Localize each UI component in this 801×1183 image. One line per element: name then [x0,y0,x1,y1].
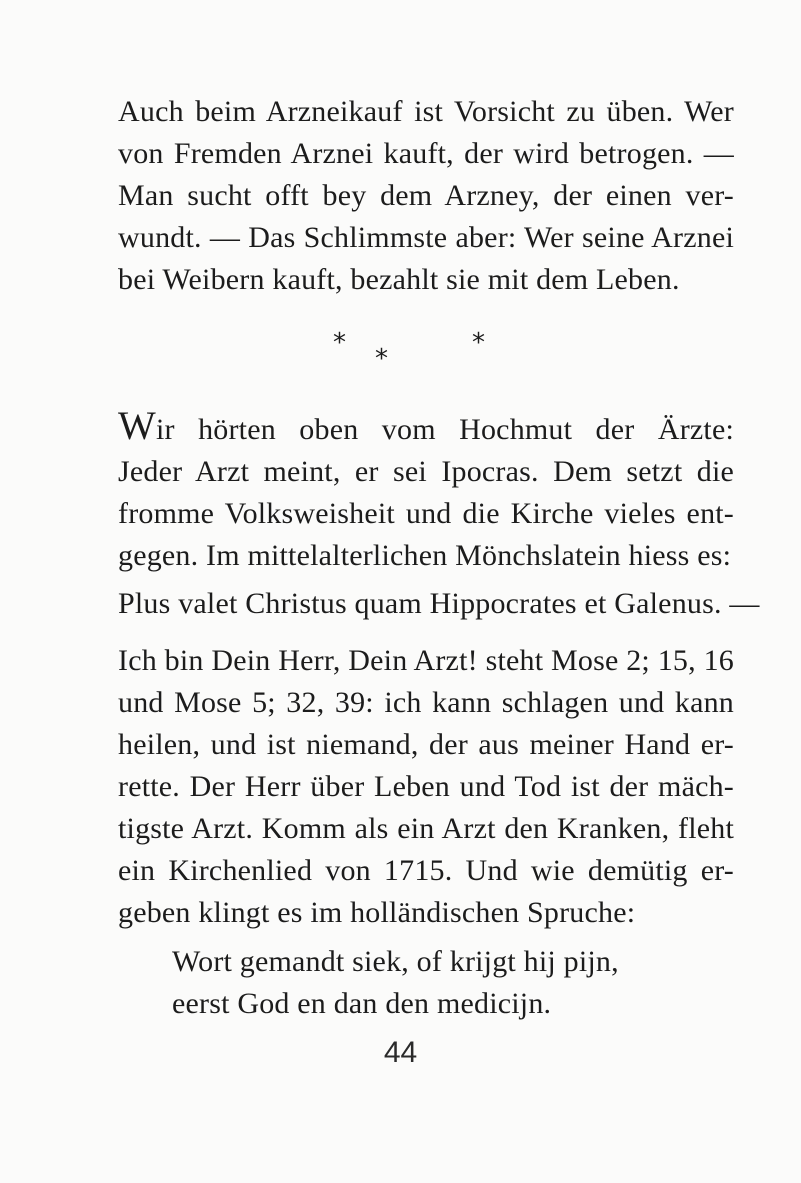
text-line-dropcap [118,403,734,451]
text-line: ein Kirchenlied von 1715. Und wie demütig er- [118,854,734,887]
text-line: Ich bin Dein Herr, Dein Arzt! steht Mose 2; 15, 16 [118,644,734,677]
asterism-separator [0,330,801,380]
verse-line: eerst God en dan den medicijn. [172,987,552,1020]
text-line: Jeder Arzt meint, er sei Ipocras. Dem setzt die [118,455,734,488]
page-number: 44 [383,1036,418,1069]
drop-cap: W [118,403,156,448]
verse-line: Wort gemandt siek, of krijgt hij pijn, [172,945,619,978]
text-line: bei Weibern kauft, bezahlt sie mit dem Leben. [118,263,680,296]
text-line: fromme Volksweisheit und die Kirche vieles ent- [118,497,734,530]
text-line-rest: ir hörten oben vom Hochmut der Ärzte: [155,413,734,446]
latin-quote: Plus valet Christus quam Hippocrates et Galenus. — [118,587,760,620]
text-line: geben klingt es im holländischen Spruche: [118,896,636,929]
text-line: von Fremden Arznei kauft, der wird betrogen. — [118,137,734,170]
text-line: heilen, und ist niemand, der aus meiner Hand er- [118,728,734,761]
star-left: * [333,328,346,358]
text-line: und Mose 5; 32, 39: ich kann schlagen und kann [118,686,734,719]
star-right: * [472,328,485,358]
text-line: tigste Arzt. Komm als ein Arzt den Kranken, fleht [118,812,734,845]
star-center: * [375,344,388,374]
text-line: Man sucht offt bey dem Arzney, der einen ver- [118,179,734,212]
text-line: rette. Der Herr über Leben und Tod ist der mäch- [118,770,734,803]
text-line: Auch beim Arzneikauf ist Vorsicht zu üben. Wer [118,95,734,128]
text-line: wundt. — Das Schlimmste aber: Wer seine Arznei [118,221,734,254]
text-line: gegen. Im mittelalterlichen Mönchslatein hiess es: [118,539,732,572]
